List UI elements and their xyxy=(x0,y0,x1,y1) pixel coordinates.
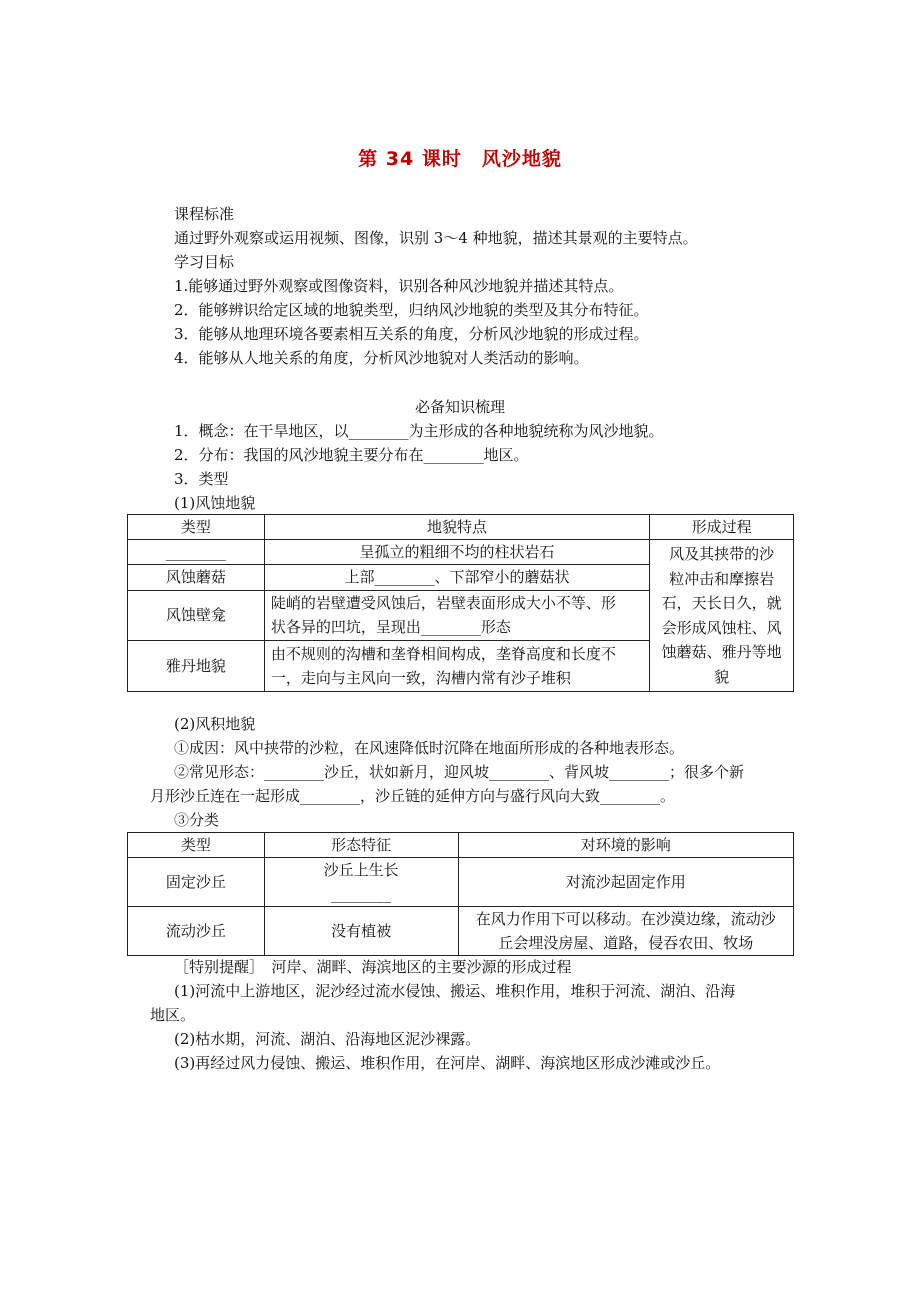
impact-line: 对流沙起固定作用 xyxy=(565,873,686,891)
types-heading: 3．类型 xyxy=(174,470,229,488)
feature-line: ________ xyxy=(331,885,392,903)
table-cell-feature xyxy=(264,907,458,956)
table-cell-type: 风蚀壁龛 xyxy=(128,590,265,641)
course-standard-text: 通过野外观察或运用视频、图像，识别 3～4 种地貌，描述其景观的主要特点。 xyxy=(174,229,698,247)
table-cell-impact xyxy=(458,858,793,907)
tip-item: (3)再经过风力侵蚀、搬运、堆积作用，在河岸、湖畔、海滨地区形成沙滩或沙丘。 xyxy=(174,1054,721,1072)
table-header: 类型 xyxy=(128,515,265,540)
learning-goal-item: 1.能够通过野外观察或图像资料，识别各种风沙地貌并描述其特点。 xyxy=(174,277,624,295)
impact-line: 在风力作用下可以移动。在沙漠边缘，流动沙 xyxy=(475,910,776,928)
course-standard-heading: 课程标准 xyxy=(174,205,235,223)
tip-item: (1)河流中上游地区，泥沙经过流水侵蚀、搬运、堆积作用，堆积于河流、湖泊、沿海 xyxy=(174,982,736,1000)
feature-line: 状各异的凹坑，呈现出________形态 xyxy=(270,618,511,637)
feature-line: 陡峭的岩壁遭受风蚀后，岩壁表面形成大小不等、形 xyxy=(270,594,616,613)
process-line: 会形成风蚀柱、风 xyxy=(661,618,782,637)
table-header: 形态特征 xyxy=(264,833,458,858)
process-line: 蚀蘑菇、雅丹等地 xyxy=(661,643,782,661)
learning-goals-heading: 学习目标 xyxy=(174,253,235,271)
process-line: 石，天长日久，就 xyxy=(661,594,782,612)
feature-line: 沙丘上生长 xyxy=(323,861,399,879)
table-cell-feature: 上部________、下部窄小的蘑菇状 xyxy=(264,565,649,590)
table-cell-feature xyxy=(264,590,649,641)
table-cell-type: 流动沙丘 xyxy=(128,907,265,956)
feature-line: 一，走向与主风向一致，沟槽内常有沙子堆积 xyxy=(270,669,571,688)
distribution-line: 2．分布：我国的风沙地貌主要分布在________地区。 xyxy=(174,446,529,464)
section-heading: 必备知识梳理 xyxy=(414,398,505,416)
table-cell-impact xyxy=(458,907,793,956)
impact-line: 丘会埋没房屋、道路，侵吞农田、牧场 xyxy=(498,934,754,952)
feature-line: 没有植被 xyxy=(331,922,392,940)
table-cell-type: ________ xyxy=(128,540,265,565)
table-header: 形成过程 xyxy=(650,515,794,540)
table-cell-feature: 呈孤立的粗细不均的柱状岩石 xyxy=(264,540,649,565)
special-tip-line: ［特别提醒］ 河岸、湖畔、海滨地区的主要沙源的形成过程 xyxy=(174,958,572,976)
dune-classification-table xyxy=(127,832,794,956)
process-line: 粒冲击和摩擦岩 xyxy=(669,569,775,588)
deposition-heading: (2)风积地貌 xyxy=(174,715,256,733)
classify-heading: ③分类 xyxy=(174,811,220,829)
table-cell-feature xyxy=(264,858,458,907)
learning-goal-item: 2．能够辨识给定区域的地貌类型，归纳风沙地貌的类型及其分布特征。 xyxy=(174,301,649,319)
forms-line: ②常见形态：________沙丘，状如新月，迎风坡________、背风坡________；很多个新 xyxy=(174,763,745,781)
feature-line: 由不规则的沟槽和垄脊相间构成，垄脊高度和长度不 xyxy=(270,645,616,664)
erosion-landform-table xyxy=(127,514,794,692)
page-title: 第 34 课时 风沙地貌 xyxy=(358,148,562,170)
table-cell-type: 雅丹地貌 xyxy=(128,641,265,692)
cause-line: ①成因：风中挟带的沙粒，在风速降低时沉降在地面所形成的各种地表形态。 xyxy=(174,739,685,757)
table-header: 对环境的影响 xyxy=(458,833,793,858)
tip-item: (2)枯水期，河流、湖泊、沿海地区泥沙裸露。 xyxy=(174,1030,481,1048)
process-line: 风及其挟带的沙 xyxy=(669,545,775,563)
tip-item: 地区。 xyxy=(150,1006,196,1024)
process-line: 貌 xyxy=(714,667,730,686)
table-cell-type: 风蚀蘑菇 xyxy=(128,565,265,590)
table-header: 类型 xyxy=(128,833,265,858)
forms-line: 月形沙丘连在一起形成________，沙丘链的延伸方向与盛行风向大致________。 xyxy=(150,787,676,805)
table-cell-process xyxy=(650,540,794,692)
table-cell-type: 固定沙丘 xyxy=(128,858,265,907)
erosion-heading: (1)风蚀地貌 xyxy=(174,494,256,512)
table-cell-feature xyxy=(264,641,649,692)
table-header: 地貌特点 xyxy=(264,515,649,540)
concept-line: 1．概念：在干旱地区，以________为主形成的各种地貌统称为风沙地貌。 xyxy=(174,422,664,440)
learning-goal-item: 3．能够从地理环境各要素相互关系的角度，分析风沙地貌的形成过程。 xyxy=(174,325,649,343)
learning-goal-item: 4．能够从人地关系的角度，分析风沙地貌对人类活动的影响。 xyxy=(174,349,589,367)
